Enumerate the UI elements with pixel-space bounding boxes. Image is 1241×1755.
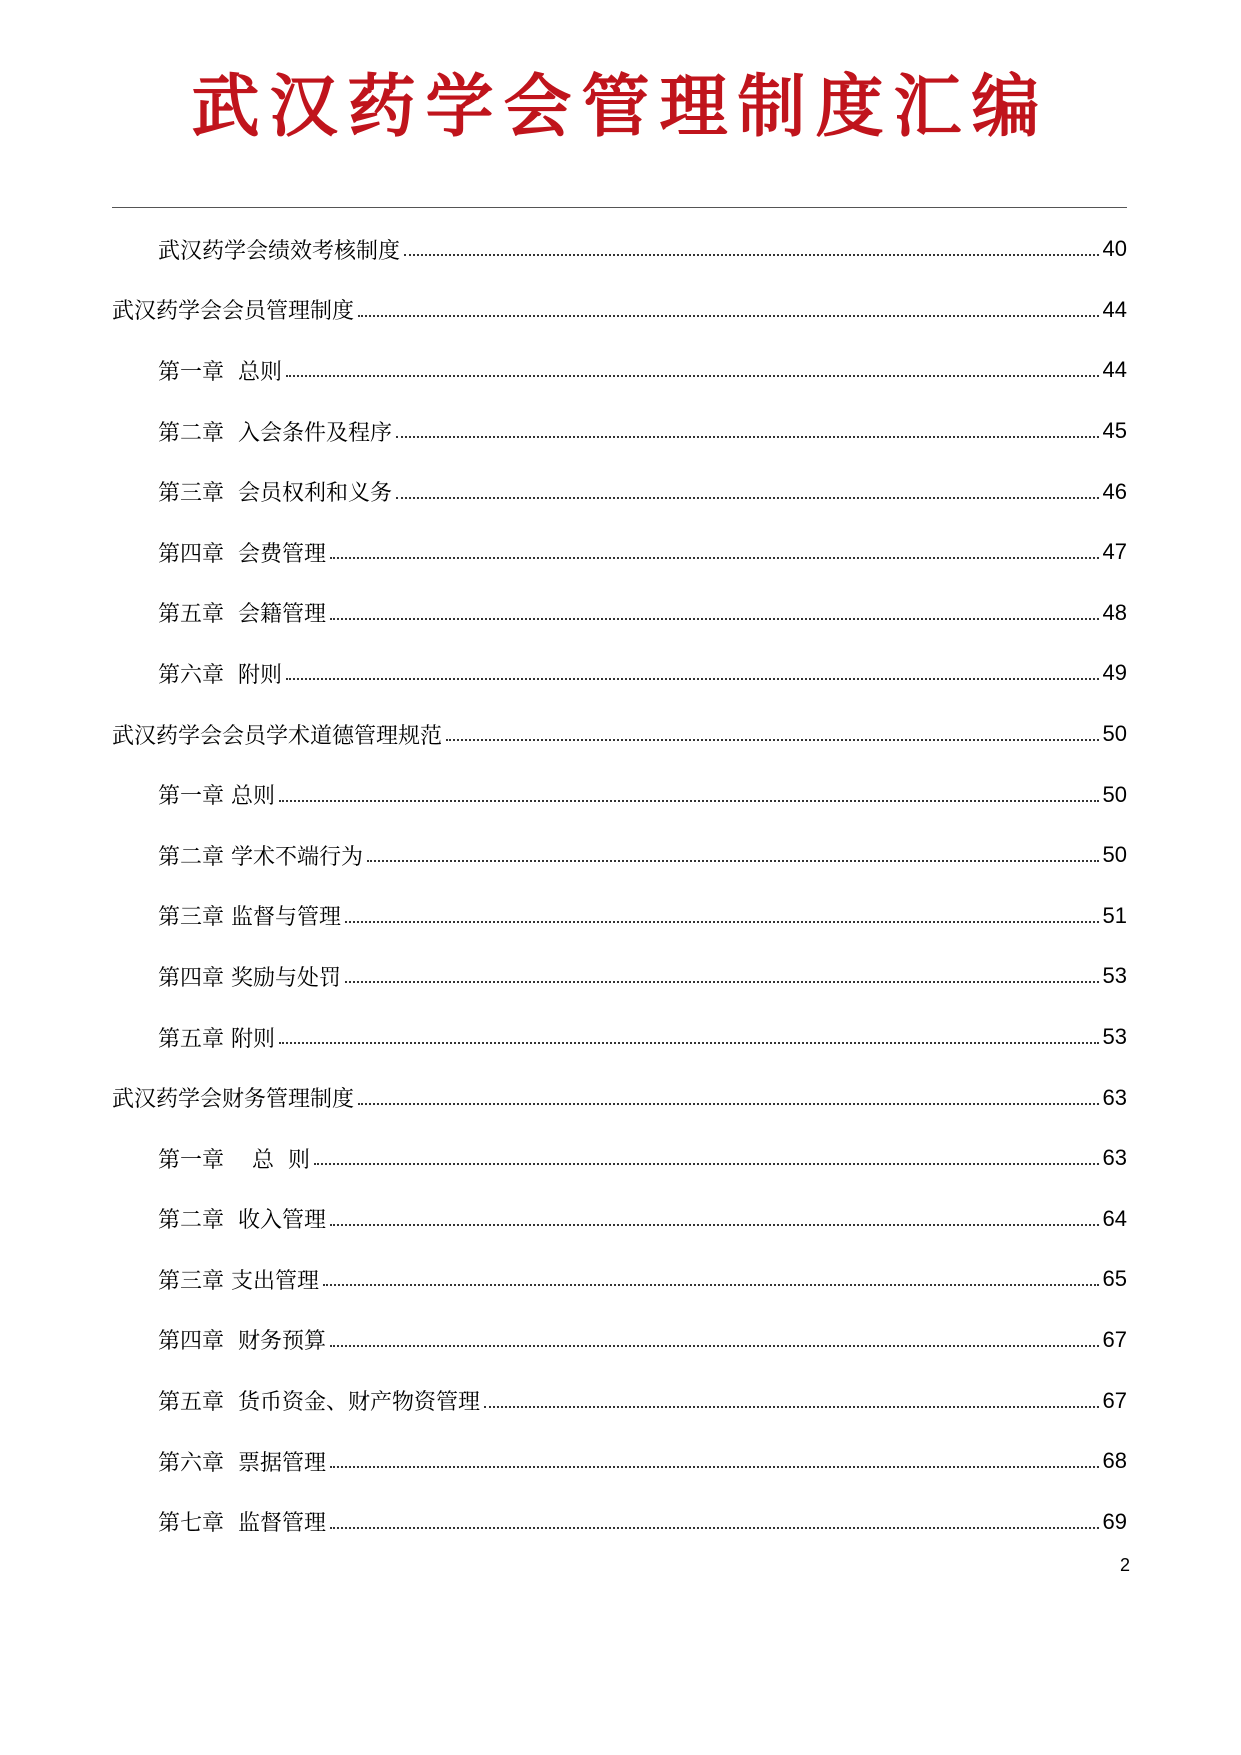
toc-page-number: 63 xyxy=(1102,1145,1127,1171)
dot-leader xyxy=(323,1284,1099,1286)
toc-entry-title: 第二章 入会条件及程序 xyxy=(158,420,392,446)
toc-entry-title: 第三章 会员权利和义务 xyxy=(158,481,392,507)
toc-entry-title: 第六章 附则 xyxy=(158,662,282,688)
toc-entry[interactable] xyxy=(112,1007,1127,1068)
dot-leader xyxy=(358,1103,1099,1105)
dot-leader xyxy=(358,315,1099,317)
dot-leader xyxy=(279,1042,1099,1044)
toc-entry-title: 武汉药学会会员管理制度 xyxy=(112,299,355,325)
toc-page-number: 50 xyxy=(1102,781,1127,807)
toc-page-number: 67 xyxy=(1102,1326,1127,1352)
toc-entry[interactable] xyxy=(112,1189,1127,1250)
toc-entry[interactable] xyxy=(112,825,1127,886)
toc-entry-title: 第二章 学术不端行为 xyxy=(158,844,363,870)
toc-entry-title: 第五章 会籍管理 xyxy=(158,602,326,628)
toc-entry-title: 第三章 支出管理 xyxy=(158,1268,319,1294)
toc-entry-title: 第二章 收入管理 xyxy=(158,1208,326,1234)
toc-entry[interactable] xyxy=(112,886,1127,947)
toc-entry[interactable] xyxy=(112,280,1127,341)
toc-entry-title: 第三章 监督与管理 xyxy=(158,905,341,931)
dot-leader xyxy=(286,375,1099,377)
header-divider xyxy=(112,207,1127,208)
toc-entry[interactable] xyxy=(112,1491,1127,1552)
toc-entry[interactable] xyxy=(112,1067,1127,1128)
dot-leader xyxy=(314,1163,1099,1165)
toc-page-number: 44 xyxy=(1102,296,1127,322)
toc-page-number: 51 xyxy=(1102,902,1127,928)
toc-entry[interactable] xyxy=(112,461,1127,522)
toc-page-number: 50 xyxy=(1102,721,1127,747)
toc-entry-title: 第六章 票据管理 xyxy=(158,1450,326,1476)
toc-entry-title: 第一章 总则 xyxy=(158,784,275,810)
toc-entry-title: 第四章 奖励与处罚 xyxy=(158,965,341,991)
toc-entry-title: 第七章 监督管理 xyxy=(158,1511,326,1537)
toc-page-number: 68 xyxy=(1102,1448,1127,1474)
toc-entry[interactable] xyxy=(112,1310,1127,1371)
toc-entry[interactable] xyxy=(112,1431,1127,1492)
toc-page-number: 45 xyxy=(1102,418,1127,444)
toc-entry-title: 武汉药学会会员学术道德管理规范 xyxy=(112,723,443,749)
toc-page-number: 53 xyxy=(1102,963,1127,989)
dot-leader xyxy=(330,1345,1099,1347)
toc-entry[interactable] xyxy=(112,583,1127,644)
toc-entry-title: 武汉药学会绩效考核制度 xyxy=(158,238,401,264)
dot-leader xyxy=(279,800,1099,802)
toc-page-number: 53 xyxy=(1102,1024,1127,1050)
dot-leader xyxy=(404,254,1099,256)
toc-page-number: 69 xyxy=(1102,1508,1127,1534)
toc-page-number: 40 xyxy=(1102,236,1127,262)
dot-leader xyxy=(330,557,1099,559)
toc-page-number: 48 xyxy=(1102,599,1127,625)
toc-page-number: 50 xyxy=(1102,842,1127,868)
dot-leader xyxy=(330,1527,1099,1529)
toc-page-number: 49 xyxy=(1102,660,1127,686)
dot-leader xyxy=(345,981,1099,983)
dot-leader xyxy=(396,436,1099,438)
toc-entry[interactable] xyxy=(112,764,1127,825)
toc-page-number: 67 xyxy=(1102,1387,1127,1413)
toc-page-number: 47 xyxy=(1102,539,1127,565)
toc-entry[interactable] xyxy=(112,1249,1127,1310)
dot-leader xyxy=(396,497,1099,499)
toc-entry[interactable] xyxy=(112,340,1127,401)
dot-leader xyxy=(330,618,1099,620)
dot-leader xyxy=(367,860,1099,862)
toc-entry[interactable] xyxy=(112,522,1127,583)
toc-entry-title: 第四章 财务预算 xyxy=(158,1329,326,1355)
toc-page-number: 65 xyxy=(1102,1266,1127,1292)
toc-page-number: 46 xyxy=(1102,478,1127,504)
document-title: 武汉药学会管理制度汇编 xyxy=(191,67,1050,147)
toc-entry[interactable] xyxy=(112,643,1127,704)
dot-leader xyxy=(330,1224,1099,1226)
toc-entry[interactable] xyxy=(112,1128,1127,1189)
toc-entry-title: 第一章 总 则 xyxy=(158,1147,310,1173)
dot-leader xyxy=(345,921,1099,923)
dot-leader xyxy=(484,1406,1099,1408)
toc-page-number: 63 xyxy=(1102,1084,1127,1110)
toc-entry-title: 第四章 会费管理 xyxy=(158,541,326,567)
toc-page-number: 44 xyxy=(1102,357,1127,383)
dot-leader xyxy=(446,739,1099,741)
toc-entry-title: 第五章 附则 xyxy=(158,1026,275,1052)
toc-entry[interactable] xyxy=(112,219,1127,280)
page-number: 2 xyxy=(1119,1555,1130,1575)
toc-entry[interactable] xyxy=(112,704,1127,765)
toc-entry[interactable] xyxy=(112,1370,1127,1431)
table-of-contents xyxy=(112,219,1127,1552)
toc-entry[interactable] xyxy=(112,946,1127,1007)
dot-leader xyxy=(286,678,1099,680)
dot-leader xyxy=(330,1466,1099,1468)
toc-entry-title: 武汉药学会财务管理制度 xyxy=(112,1087,355,1113)
toc-entry-title: 第一章 总则 xyxy=(158,359,282,385)
toc-page-number: 64 xyxy=(1102,1205,1127,1231)
toc-entry-title: 第五章 货币资金、财产物资管理 xyxy=(158,1390,480,1416)
toc-entry[interactable] xyxy=(112,401,1127,462)
